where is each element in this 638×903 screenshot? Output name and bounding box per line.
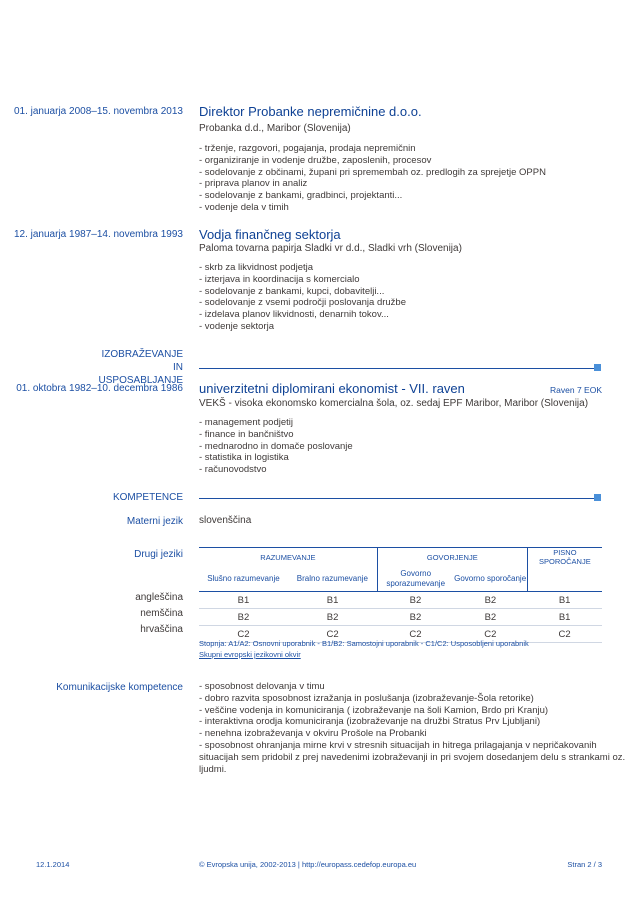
language-name: hrvaščina xyxy=(140,624,183,635)
table-cell: C2 xyxy=(288,626,377,643)
education-heading: IZOBRAŽEVANJE IN USPOSABLJANJE xyxy=(98,349,183,386)
list-item: - vodenje sektorja xyxy=(199,320,274,332)
list-item: - skrb za likvidnost podjetja xyxy=(199,262,314,273)
list-item: - sodelovanje z bankami, gradbinci, projektanti... xyxy=(199,190,403,202)
footer-copyright: © Evropska unija, 2002-2013 | http://europass.cedefop.europa.eu xyxy=(199,860,417,869)
table-cell: C2 xyxy=(527,626,602,643)
table-cell: B2 xyxy=(377,592,453,609)
table-cell: B1 xyxy=(288,592,377,609)
table-group-header: PISNO SPOROČANJE xyxy=(527,548,602,567)
job-1-employer: Probanka d.d., Maribor (Slovenija) xyxy=(199,123,351,134)
section-marker-icon xyxy=(594,494,601,501)
list-item: - management podjetij xyxy=(199,417,293,428)
table-group-header: RAZUMEVANJE xyxy=(199,548,377,567)
table-column-header: Slušno razumevanje xyxy=(199,566,288,592)
list-item: - izdelava planov likvidnosti, denarnih tokov... xyxy=(199,309,389,321)
table-cell: B1 xyxy=(527,609,602,626)
footer-date: 12.1.2014 xyxy=(36,860,70,869)
list-item: - organiziranje in vodenje družbe, zaposlenih, procesov xyxy=(199,154,432,166)
list-item: - sposobnost ohranjanja mirne krvi v stresnih situacijah in hitrega prilagajanja v nepričakovanih xyxy=(199,739,597,751)
list-item: - dobro razvita sposobnost izražanja in poslušanja (izobraževanje-Šola retorike) xyxy=(199,692,534,704)
list-item: - trženje, razgovori, pogajanja, prodaja nepremičnin xyxy=(199,143,416,154)
table-cell: C2 xyxy=(454,626,528,643)
table-cell: B2 xyxy=(288,609,377,626)
job-1-activities xyxy=(199,143,546,214)
list-item: - sodelovanje z bankami, kupci, dobavitelji... xyxy=(199,285,385,297)
competences-heading: KOMPETENCE xyxy=(112,492,183,503)
list-item: - sposobnost delovanja v timu xyxy=(199,681,325,692)
mother-tongue-value: slovenščina xyxy=(199,515,252,526)
list-item: - mednarodno in domače poslovanje xyxy=(199,440,353,452)
table-column-header xyxy=(527,566,602,592)
section-divider xyxy=(199,368,594,369)
list-item: - sodelovanje z občinami, župani pri spremembah oz. predlogih za sprejetje OPPN xyxy=(199,166,546,178)
job-2-employer: Paloma tovarna papirja Sladki vr d.d., Sladki vrh (Slovenija) xyxy=(199,243,462,254)
language-table xyxy=(199,547,602,643)
table-cell: B1 xyxy=(527,592,602,609)
list-item: - statistika in logistika xyxy=(199,452,289,464)
education-title: univerzitetni diplomirani ekonomist - VII. raven xyxy=(199,381,465,396)
footer-page: Stran 2 / 3 xyxy=(567,860,602,869)
table-cell: B2 xyxy=(377,609,453,626)
language-legend: Stopnja: A1/A2: Osnovni uporabnik - B1/B2: Samostojni uporabnik - C1/C2: Usposobljeni uporabnik xyxy=(199,639,529,648)
list-item: - računovodstvo xyxy=(199,464,267,476)
job-2-date: 12. januarja 1987–14. novembra 1993 xyxy=(13,229,183,240)
education-level: Raven 7 EOK xyxy=(550,385,602,395)
table-column-header: Govorno sporočanje xyxy=(454,566,528,592)
list-item: - priprava planov in analiz xyxy=(199,178,308,190)
list-item: - finance in bančništvo xyxy=(199,428,294,440)
table-cell: C2 xyxy=(377,626,453,643)
mother-tongue-label: Materni jezik xyxy=(126,516,183,527)
job-2-activities xyxy=(199,262,406,333)
section-marker-icon xyxy=(594,364,601,371)
list-item: - veščine vodenja in komuniciranja ( izobraževanje na šoli Kamion, Brdo pri Kranju) xyxy=(199,704,549,716)
table-column-header: Govorno sporazumevanje xyxy=(377,566,453,592)
list-item: ljudmi. xyxy=(199,763,227,775)
job-1-title: Direktor Probanke nepremičnine d.o.o. xyxy=(199,104,422,119)
language-name: nemščina xyxy=(140,608,183,619)
language-name: angleščina xyxy=(135,592,183,603)
table-row xyxy=(199,609,602,626)
education-subjects xyxy=(199,417,353,476)
job-2-title: Vodja finančneg sektorja xyxy=(199,227,341,242)
table-row xyxy=(199,592,602,609)
table-column-header: Bralno razumevanje xyxy=(288,566,377,592)
table-cell: C2 xyxy=(199,626,288,643)
table-cell: B2 xyxy=(454,609,528,626)
table-cell: B1 xyxy=(199,592,288,609)
communication-label: Komunikacijske kompetence xyxy=(56,682,183,693)
communication-items xyxy=(199,681,625,775)
table-cell: B2 xyxy=(199,609,288,626)
list-item: - vodenje dela v timih xyxy=(199,201,289,213)
cefr-link[interactable]: Skupni evropski jezikovni okvir xyxy=(199,650,301,659)
job-1-date: 01. januarja 2008–15. novembra 2013 xyxy=(13,106,183,117)
list-item: - nenehna izobraževanja v okviru Prošole na Probanki xyxy=(199,728,427,740)
list-item: situacijah sem pridobil z prej navedenimi izobraževanji in pri svojem dosedanjem delu s strankami oz. xyxy=(199,751,626,763)
education-institution: VEKŠ - visoka ekonomsko komercialna šola, oz. sedaj EPF Maribor, Maribor (Slovenija) xyxy=(199,398,589,409)
table-cell: B2 xyxy=(454,592,528,609)
other-languages-label: Drugi jeziki xyxy=(134,549,183,560)
list-item: - interaktivna orodja komuniciranja (izobraževanje na družbi Stratus Prv Ljubljani) xyxy=(199,716,541,728)
education-date: 01. oktobra 1982–10. decembra 1986 xyxy=(16,383,183,394)
table-group-header: GOVORJENJE xyxy=(377,548,527,567)
section-divider xyxy=(199,498,594,499)
list-item: - izterjava in koordinacija s komercialo xyxy=(199,273,360,285)
list-item: - sodelovanje z vsemi področji poslovanja družbe xyxy=(199,297,407,309)
